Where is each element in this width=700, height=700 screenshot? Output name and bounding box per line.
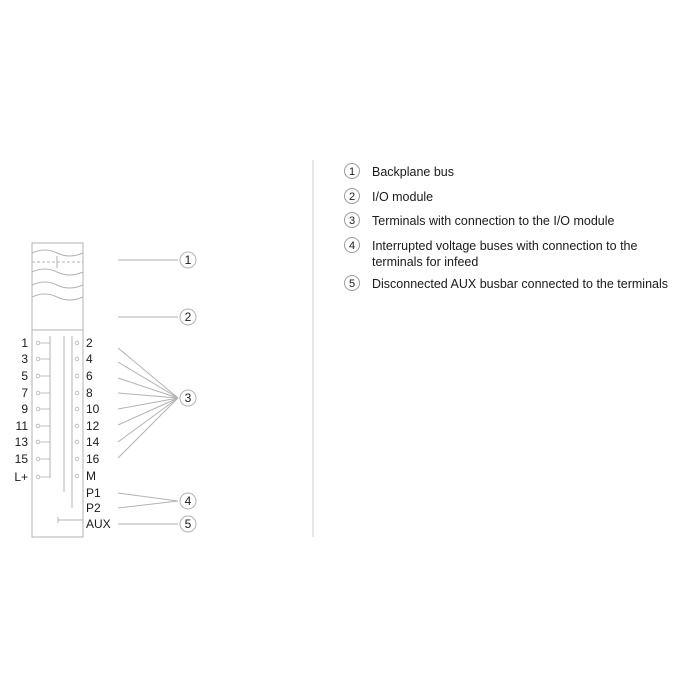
terminal-dot bbox=[36, 457, 40, 461]
terminal-label-right: 6 bbox=[86, 369, 93, 383]
terminal-label-right: 8 bbox=[86, 386, 93, 400]
callout-marker bbox=[180, 493, 196, 509]
terminal-dot bbox=[36, 424, 40, 428]
terminal-label-left: 7 bbox=[21, 386, 28, 400]
terminal-label-right: P2 bbox=[86, 501, 101, 515]
legend-number: 1 bbox=[344, 163, 360, 179]
legend-text: I/O module bbox=[372, 190, 434, 204]
leader-lines-3 bbox=[118, 348, 178, 458]
terminal-label-right: 12 bbox=[86, 419, 100, 433]
terminal-dot bbox=[36, 357, 40, 361]
terminal-dot bbox=[36, 341, 40, 345]
callout-number: 2 bbox=[184, 310, 192, 324]
legend-item bbox=[344, 276, 668, 292]
terminal-dot bbox=[75, 424, 79, 428]
terminal-label-left: 13 bbox=[14, 435, 28, 449]
callout-number: 4 bbox=[184, 494, 192, 508]
legend-item bbox=[344, 189, 433, 205]
terminal-label-left: 1 bbox=[21, 336, 28, 350]
legend-number: 5 bbox=[344, 275, 360, 291]
terminal-dot bbox=[36, 475, 40, 479]
legend-text: Terminals with connection to the I/O module bbox=[372, 214, 615, 228]
terminal-label-right: 2 bbox=[86, 336, 93, 350]
terminal-label-right: 4 bbox=[86, 352, 93, 366]
legend-number: 2 bbox=[344, 188, 360, 204]
break-line bbox=[32, 282, 83, 288]
legend-text-block bbox=[372, 238, 637, 270]
leader-lines-4 bbox=[118, 493, 178, 508]
callout-number: 1 bbox=[184, 253, 192, 267]
legend-text: Interrupted voltage buses with connection to the bbox=[372, 239, 638, 253]
terminal-label-right: AUX bbox=[86, 517, 111, 531]
break-line bbox=[32, 250, 83, 256]
break-line bbox=[32, 294, 83, 300]
terminal-dot bbox=[36, 374, 40, 378]
terminal-label-left: L+ bbox=[14, 470, 28, 484]
callout-marker bbox=[180, 390, 196, 406]
terminal-dot bbox=[36, 391, 40, 395]
break-line bbox=[32, 269, 83, 275]
terminal-label-right: M bbox=[86, 469, 96, 483]
terminal-dot bbox=[75, 407, 79, 411]
terminal-label-right: 16 bbox=[86, 452, 100, 466]
terminal-dot bbox=[75, 440, 79, 444]
terminal-dot bbox=[75, 374, 79, 378]
terminal-dot bbox=[75, 474, 79, 478]
terminal-label-left: 3 bbox=[21, 352, 28, 366]
callout-number: 3 bbox=[184, 391, 192, 405]
terminal-label-right: 10 bbox=[86, 402, 100, 416]
callout-marker bbox=[180, 309, 196, 325]
legend-number: 4 bbox=[344, 237, 360, 253]
terminal-dot bbox=[75, 457, 79, 461]
terminal-label-left: 9 bbox=[21, 402, 28, 416]
callout-marker bbox=[180, 516, 196, 532]
legend-text: Disconnected AUX busbar connected to the terminals bbox=[372, 277, 669, 291]
terminal-dot bbox=[75, 391, 79, 395]
terminal-label-right: P1 bbox=[86, 486, 101, 500]
legend-item bbox=[344, 213, 614, 229]
terminal-dot bbox=[75, 341, 79, 345]
callout-number: 5 bbox=[184, 517, 192, 531]
legend-text: Backplane bus bbox=[372, 165, 455, 179]
terminal-dot bbox=[75, 357, 79, 361]
legend-item bbox=[344, 238, 637, 270]
legend-number: 3 bbox=[344, 212, 360, 228]
terminal-dot bbox=[36, 440, 40, 444]
legend-item bbox=[344, 164, 454, 180]
terminal-label-left: 11 bbox=[15, 419, 28, 433]
legend-text-line2: terminals for infeed bbox=[372, 255, 479, 269]
callout-marker bbox=[180, 252, 196, 268]
terminal-label-right: 14 bbox=[86, 435, 100, 449]
terminal-label-left: 15 bbox=[14, 452, 28, 466]
terminal-dot bbox=[36, 407, 40, 411]
terminal-label-left: 5 bbox=[21, 369, 28, 383]
